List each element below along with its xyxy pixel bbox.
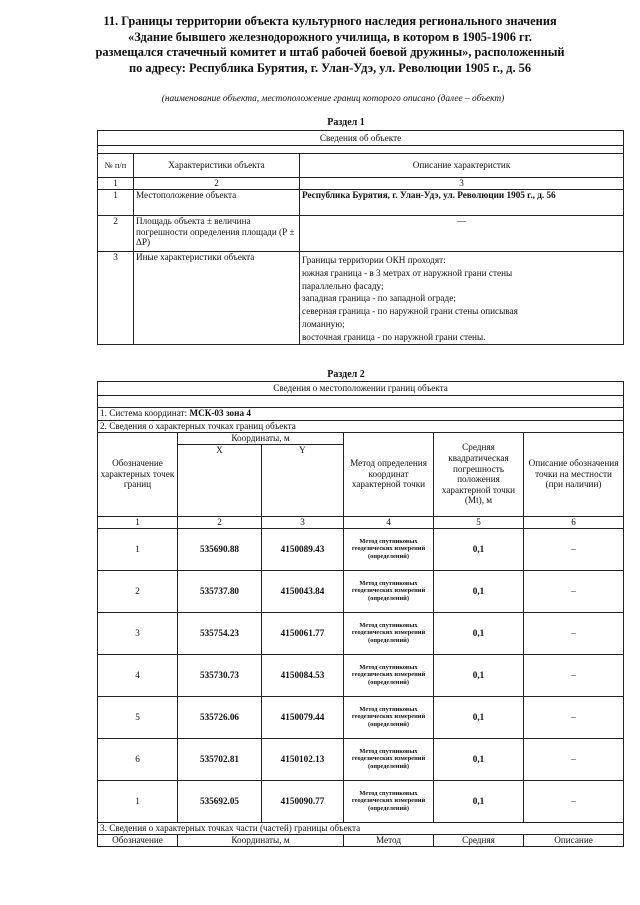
point-y: 4150090.77 [262,780,344,822]
point-method: Метод спутниковых геодезических измерений (определений) [344,612,434,654]
point-description: – [524,654,624,696]
point-id: 3 [98,612,178,654]
title-line: по адресу: Республика Бурятия, г. Улан-Удэ, ул. Революции 1905 г., д. 56 [128,60,532,75]
point-method: Метод спутниковых геодезических измерений (определений) [344,654,434,696]
row-number: 2 [98,216,134,252]
header-x: X [178,444,262,516]
spacer-row [98,146,624,154]
document-title [70,14,590,76]
row-characteristic: Местоположение объекта [134,190,300,216]
point-method: Метод спутниковых геодезических измерений (определений) [344,780,434,822]
point-x: 535692.05 [178,780,262,822]
coord-system-label: 1. Система координат: [100,408,188,418]
table-title: Сведения об объекте [98,131,624,146]
table-title: Сведения о местоположении границ объекта [98,382,624,396]
point-y: 4150102.13 [262,738,344,780]
object-info-table [97,130,624,345]
footer-method: Метод [344,834,434,846]
table-row [98,612,624,654]
point-method: Метод спутниковых геодезических измерений (определений) [344,528,434,570]
point-id: 6 [98,738,178,780]
point-error: 0,1 [434,528,524,570]
point-error: 0,1 [434,780,524,822]
row-description: — [300,216,624,252]
column-header-no: № п/п [98,154,134,178]
footer-coordinates: Координаты, м [178,834,344,846]
point-id: 1 [98,528,178,570]
table-row [98,696,624,738]
description-line: северная граница - по наружной грани стены описывая [302,306,518,317]
header-designation: Обозначение характерных точек границ [98,432,178,516]
point-y: 4150079.44 [262,696,344,738]
document-subtitle: (наименование объекта, местоположение границ которого описано (далее – объект) [161,94,505,104]
description-line: южная граница - в 3 метрах от наружной грани стены [302,267,513,278]
column-number: 1 [98,516,178,528]
column-header-description: Описание характеристик [300,154,624,178]
description-line: ломанную; [302,318,345,329]
section1-heading: Раздел 1 [327,117,365,128]
row-number: 3 [98,252,134,345]
point-error: 0,1 [434,570,524,612]
description-line: восточная граница - по наружной грани стены. [302,331,486,342]
point-error: 0,1 [434,738,524,780]
table-row [98,780,624,822]
point-method: Метод спутниковых геодезических измерений (определений) [344,570,434,612]
coord-system-value: МСК-03 зона 4 [189,408,251,418]
description-line: Границы территории ОКН проходят: [302,255,446,265]
column-number: 6 [524,516,624,528]
header-description: Описание обозначения точки на местности (при наличии) [524,432,624,516]
point-y: 4150084.53 [262,654,344,696]
table-row [98,190,624,216]
table-row [98,738,624,780]
point-y: 4150061.77 [262,612,344,654]
table-row [98,528,624,570]
row-description [300,252,624,345]
point-description: – [524,528,624,570]
table-row [98,570,624,612]
row-characteristic: Иные характеристики объекта [134,252,300,345]
point-error: 0,1 [434,696,524,738]
column-header-characteristic: Характеристики объекта [134,154,300,178]
point-id: 4 [98,654,178,696]
row-description: Республика Бурятия, г. Улан-Удэ, ул. Революции 1905 г., д. 56 [300,190,624,216]
point-x: 535702.81 [178,738,262,780]
point-y: 4150089.43 [262,528,344,570]
column-number: 3 [300,178,624,190]
point-description: – [524,738,624,780]
point-description: – [524,612,624,654]
header-method: Метод определения координат характерной точки [344,432,434,516]
point-x: 535726.06 [178,696,262,738]
column-number: 4 [344,516,434,528]
point-x: 535737.80 [178,570,262,612]
header-error: Средняя квадратическая погрешность положения характерной точки (Mt), м [434,432,524,516]
point-description: – [524,696,624,738]
row-number: 1 [98,190,134,216]
title-line: размещался стачечный комитет и штаб рабочей боевой дружины», расположенный [95,45,565,60]
row-characteristic: Площадь объекта ± величина погрешности определения площади (Р ± ΔР) [134,216,300,252]
point-x: 535754.23 [178,612,262,654]
boundary-points-table [97,381,624,847]
point-description: – [524,780,624,822]
column-number: 2 [178,516,262,528]
table-row [98,252,624,345]
section2-heading: Раздел 2 [327,369,365,380]
column-number: 2 [134,178,300,190]
point-method: Метод спутниковых геодезических измерений (определений) [344,696,434,738]
description-line: параллельно фасаду; [302,280,384,291]
point-x: 535690.88 [178,528,262,570]
point-y: 4150043.84 [262,570,344,612]
point-error: 0,1 [434,654,524,696]
footer-error: Средняя [434,834,524,846]
point-id: 5 [98,696,178,738]
header-coordinates: Координаты, м [178,432,344,444]
title-line: «Здание бывшего железнодорожного училища, в котором в 1905-1906 гг. [128,29,532,44]
point-method: Метод спутниковых геодезических измерений (определений) [344,738,434,780]
description-line: западная граница - по западной ограде; [302,293,456,304]
table-row [98,654,624,696]
coord-system-row [98,408,624,421]
point-id: 2 [98,570,178,612]
column-number: 5 [434,516,524,528]
parts-heading: 3. Сведения о характерных точках части (частей) границы объекта [98,822,624,834]
footer-description: Описание [524,834,624,846]
points-heading: 2. Сведения о характерных точках границ объекта [98,421,624,433]
table-row [98,216,624,252]
point-id: 1 [98,780,178,822]
column-number: 3 [262,516,344,528]
point-description: – [524,570,624,612]
title-line: 11. Границы территории объекта культурного наследия регионального значения [103,14,557,28]
header-y: Y [262,444,344,516]
spacer-row [98,396,624,408]
footer-designation: Обозначение [98,834,178,846]
column-number: 1 [98,178,134,190]
point-error: 0,1 [434,612,524,654]
point-x: 535730.73 [178,654,262,696]
